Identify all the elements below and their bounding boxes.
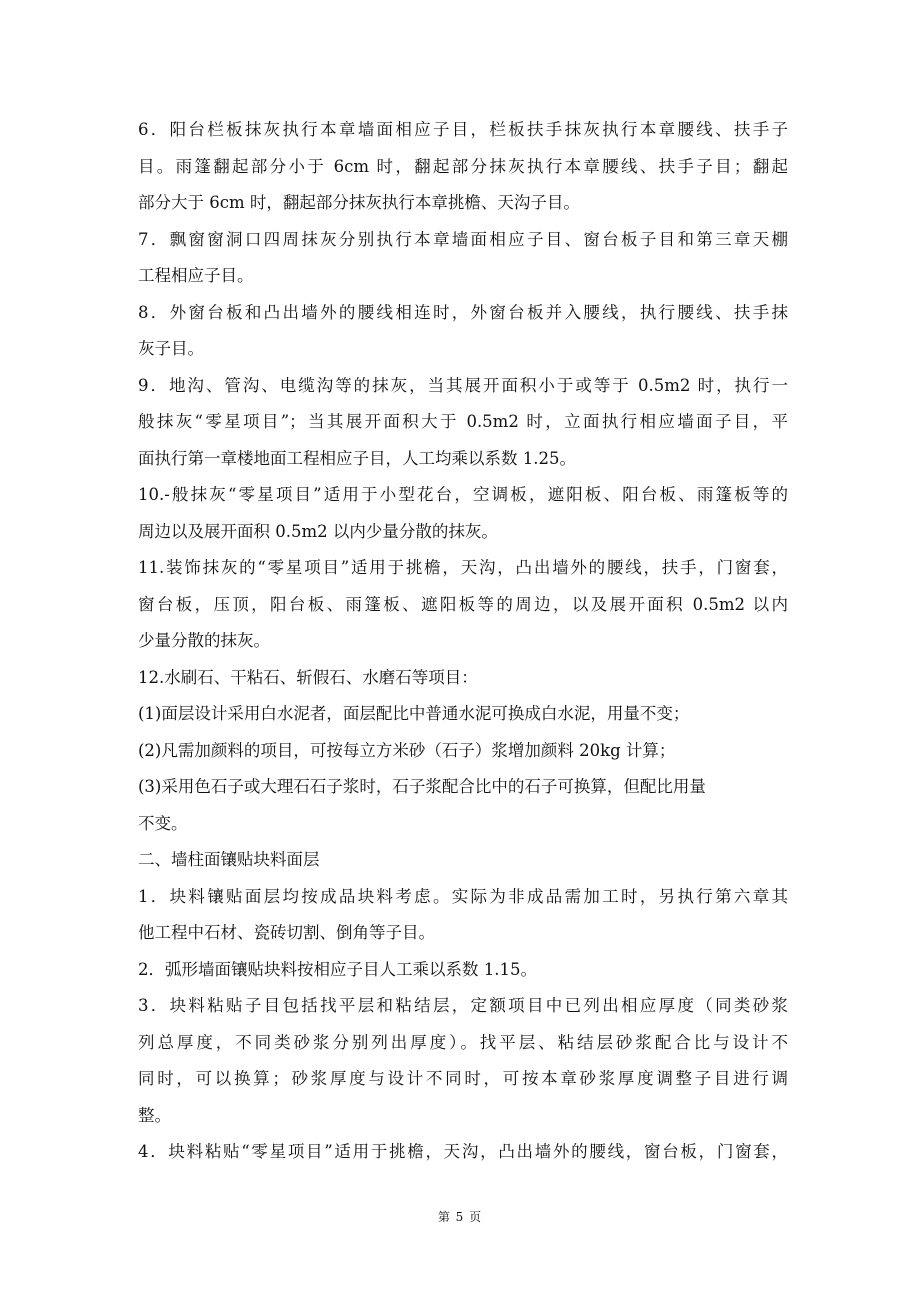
text-line: 灰子目。: [138, 339, 204, 358]
text-line: 整。: [138, 1105, 171, 1125]
text-line: 7．飘窗窗洞口四周抹灰分别执行本章墙面相应子目、窗台板子目和第三章天棚: [138, 229, 788, 249]
text-line: 10.-般抹灰“零星项目”适用于小型花台，空调板，遮阳板、阳台板、雨篷板等的: [138, 485, 788, 504]
text-line: 面执行第一章楼地面工程相应子目，人工均乘以系数 1.25。: [138, 448, 576, 468]
text-line: (1)面层设计采用白水泥者，面层配比中普通水泥可换成白水泥，用量不变；: [138, 704, 690, 723]
text-line: 同时，可以换算；砂浆厚度与设计不同时，可按本章砂浆厚度调整子目进行调: [138, 1069, 788, 1088]
text-line: (2)凡需加颜料的项目，可按每立方米砂（石子）浆增加颜料 20kg 计算；: [138, 740, 676, 760]
document-body: [138, 112, 788, 1171]
text-line: 1．块料镶贴面层均按成品块料考虑。实际为非成品需加工时，另执行第六章其: [138, 886, 788, 906]
text-line: 8．外窗台板和凸出墙外的腰线相连时，外窗台板并入腰线，执行腰线、扶手抹: [138, 302, 788, 322]
text-line: 12.水刷石、干粘石、斩假石、水磨石等项目：: [138, 667, 478, 687]
text-line: 不变。: [138, 813, 188, 833]
text-line: 二、墙柱面镶贴块料面层: [138, 850, 320, 869]
text-line: 周边以及展开面积 0.5m2 以内少量分散的抹灰。: [138, 521, 498, 541]
text-line: 少量分散的抹灰。: [138, 631, 270, 650]
text-line: (3)采用色石子或大理石石子浆时，石子浆配合比中的石子可换算，但配比用量: [138, 777, 706, 796]
text-line: 3．块料粘贴子目包括找平层和粘结层，定额项目中已列出相应厚度（同类砂浆: [138, 996, 788, 1015]
text-line: 2．弧形墙面镶贴块料按相应子目人工乘以系数 1.15。: [138, 959, 537, 979]
text-line: 9．地沟、管沟、电缆沟等的抹灰，当其展开面积小于或等于 0.5m2 时，执行一: [138, 375, 788, 395]
text-line: 列总厚度，不同类砂浆分别列出厚度）。找平层、粘结层砂浆配合比与设计不: [138, 1032, 788, 1052]
text-line: 他工程中石材、瓷砖切割、倒角等子目。: [138, 923, 435, 942]
text-line: 4．块料粘贴“零星项目”适用于挑檐，天沟，凸出墙外的腰线，窗台板，门窗套，: [138, 1142, 788, 1161]
text-line: 目。雨篷翻起部分小于 6cm 时，翻起部分抹灰执行本章腰线、扶手子目；翻起: [138, 156, 788, 176]
text-line: 部分大于 6cm 时，翻起部分抹灰执行本章挑檐、天沟子目。: [138, 193, 580, 212]
text-line: 窗台板，压顶，阳台板、雨篷板、遮阳板等的周边，以及展开面积 0.5m2 以内: [138, 594, 788, 614]
text-line: 般抹灰“零星项目”；当其展开面积大于 0.5m2 时，立面执行相应墙面子目，平: [138, 412, 788, 431]
text-line: 11.装饰抹灰的“零星项目”适用于挑檐，天沟，凸出墙外的腰线，扶手，门窗套，: [138, 558, 788, 577]
page-number: 第 5 页: [437, 1210, 483, 1224]
text-line: 6．阳台栏板抹灰执行本章墙面相应子目，栏板扶手抹灰执行本章腰线、扶手子: [138, 120, 788, 139]
text-line: 工程相应子目。: [138, 266, 254, 285]
